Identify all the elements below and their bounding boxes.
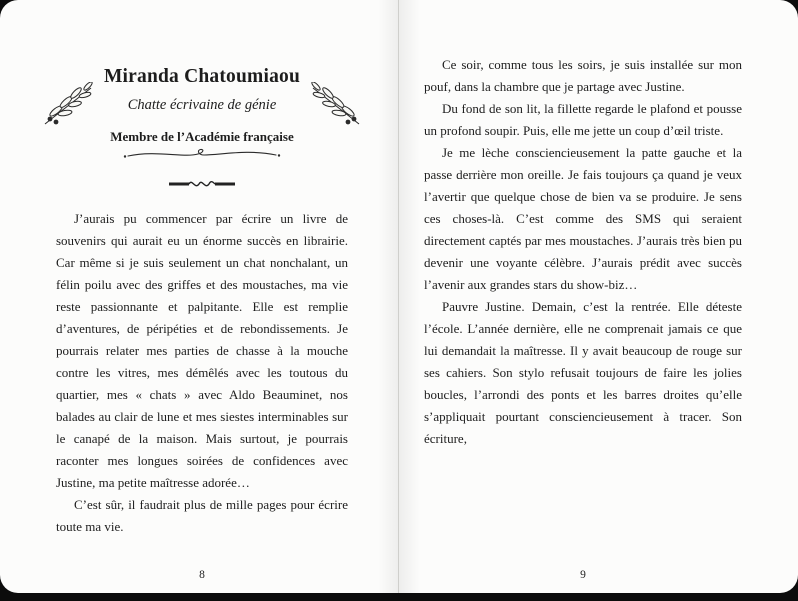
section-divider-icon <box>56 176 348 192</box>
left-page-body <box>56 208 348 538</box>
paragraph: Je me lèche consciencieusement la patte gauche et la passe derrière mon oreille. Je fais toujours ça quand je veux l’avertir que quelque chose de bien va se produire. Je sens ces choses-là. C’est comme des SMS qui seraient directement captés par mes moustaches. J’aurais très bien pu devenir une voyante célèbre. J’aurais prédit avec succès l’avenir aux grandes stars du show-biz… <box>424 145 742 292</box>
page-gutter-shade <box>378 0 420 593</box>
olive-branch-left-icon <box>41 82 95 128</box>
chapter-header <box>56 0 348 192</box>
right-page <box>424 0 742 593</box>
paragraph: Du fond de son lit, la fillette regarde le plafond et pousse un profond soupir. Puis, elle me jette un coup d’œil triste. <box>424 101 742 138</box>
paragraph: Pauvre Justine. Demain, c’est la rentrée. Elle déteste l’école. L’année dernière, elle ne comprenait jamais ce que lui demandait la maîtresse. Il y avait beaucoup de rouge sur ses cahiers. Son stylo refusait toujours de faire les jolies boucles, l’arrondi des ponts et les barres droites qu’elle s’appliquait pourtant consciencieusement à tracer. Son écriture, <box>424 299 742 446</box>
paragraph: Ce soir, comme tous les soirs, je suis installée sur mon pouf, dans la chambre que je partage avec Justine. <box>424 57 742 94</box>
chapter-subtitle: Chatte écrivaine de génie <box>127 97 277 113</box>
chapter-title: Miranda Chatoumiaou <box>103 66 301 87</box>
page-number-left: 8 <box>199 569 205 581</box>
flourish-underline-icon <box>56 146 348 162</box>
paragraph: C’est sûr, il faudrait plus de mille pages pour écrire toute ma vie. <box>56 497 348 534</box>
right-page-body <box>424 0 742 450</box>
paragraph: J’aurais pu commencer par écrire un livre de souvenirs qui aurait eu un énorme succès en librairie. Car même si je suis seulement un chat nonchalant, un félin poilu avec des griffes et des moustaches, ma vie reste passionnante et palpitante. Elle est remplie d’aventures, de péripéties et de rebondissements. Je pourrais relater mes parties de chasse à la mouche contre les vitres, mes démêlés avec les toutous du quartier, mes « chats » avec Aldo Beauminet, nos balades au clair de lune et mes siestes interminables sur le canapé de la maison. Mais surtout, je pourrais raconter mes longues soirées de confidences avec Justine, ma petite maîtresse adorée… <box>56 211 348 490</box>
chapter-affiliation: Membre de l’Académie française <box>110 129 294 144</box>
olive-branch-right-icon <box>309 82 363 128</box>
left-page <box>56 0 348 593</box>
page-gutter <box>398 0 399 593</box>
page-number-right: 9 <box>580 569 586 581</box>
